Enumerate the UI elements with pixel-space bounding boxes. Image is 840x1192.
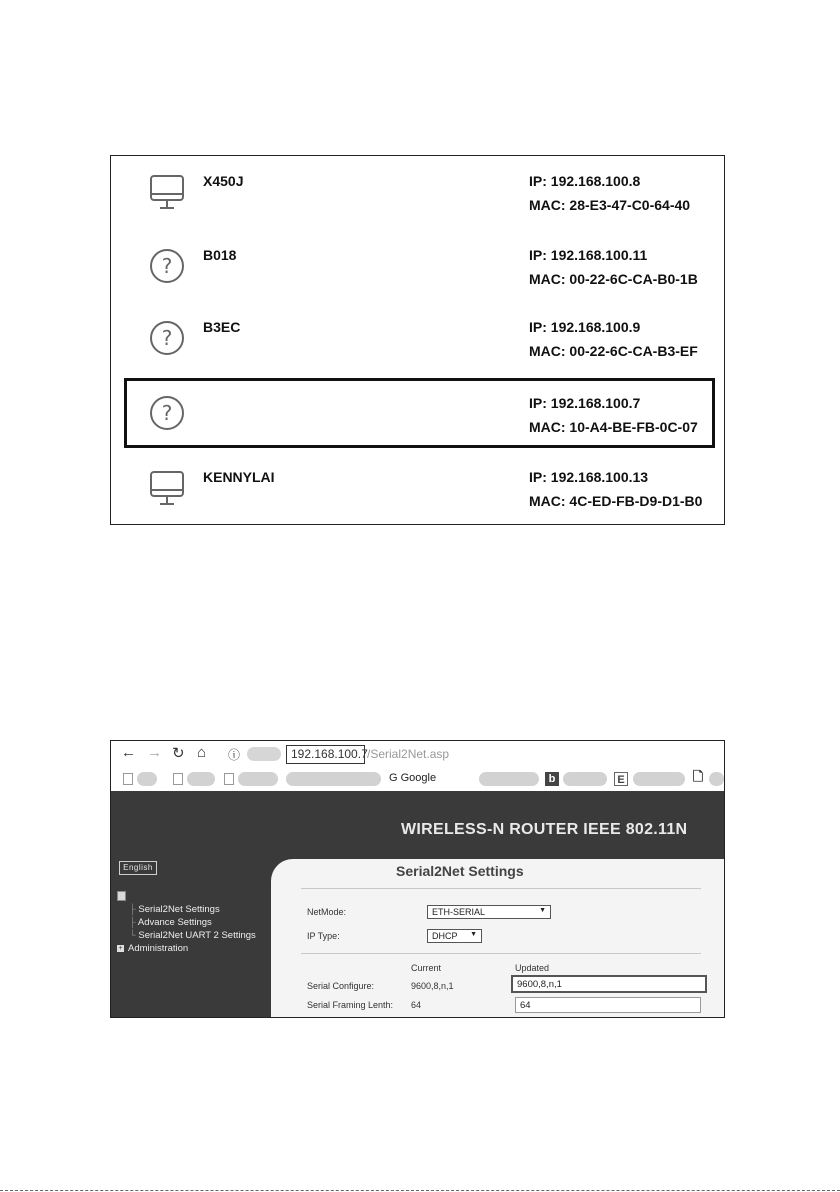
device-mac: MAC: 4C-ED-FB-D9-D1-B0 (529, 493, 703, 509)
device-name: B3EC (203, 319, 241, 335)
selection-highlight-frame (124, 378, 715, 448)
device-ip: IP: 192.168.100.13 (529, 469, 649, 485)
expand-plus-icon[interactable]: + (118, 944, 123, 952)
bookmark-page-icon[interactable] (123, 773, 133, 785)
serial-framing-length-input[interactable]: 64 (515, 997, 701, 1013)
iptype-label: IP Type: (307, 931, 340, 941)
device-row-kennylai[interactable] (111, 452, 724, 524)
serial-configure-label: Serial Configure: (307, 981, 375, 991)
divider (301, 953, 701, 954)
unknown-device-icon (149, 318, 185, 358)
serial-framing-length-current: 64 (411, 1000, 422, 1010)
column-header-updated: Updated (515, 963, 550, 973)
monitor-icon (149, 172, 185, 212)
router-header-title: WIRELESS-N ROUTER IEEE 802.11N (401, 821, 688, 838)
monitor-icon (149, 468, 185, 508)
device-ip: IP: 192.168.100.7 (529, 395, 641, 411)
dropdown-arrow-icon: ▼ (539, 907, 546, 914)
netmode-value: ETH-SERIAL (432, 907, 486, 917)
device-row-selected[interactable] (111, 374, 724, 446)
tree-branch-icon: └ (129, 930, 136, 941)
menu-item-serial2net-settings[interactable] (117, 903, 256, 916)
tree-branch-icon: ├ (129, 917, 136, 928)
bing-icon[interactable]: b (545, 772, 559, 786)
browser-window (110, 740, 725, 1018)
unknown-device-icon (149, 393, 185, 433)
folder-icon (117, 891, 126, 901)
device-mac: MAC: 00-22-6C-CA-B0-1B (529, 271, 698, 287)
blurred-url-segment (247, 747, 281, 761)
bookmark-blurred[interactable] (238, 772, 278, 786)
divider (301, 888, 701, 889)
device-list-panel (110, 155, 725, 525)
bookmark-google[interactable] (389, 772, 436, 784)
menu-item-advance-settings[interactable] (117, 916, 256, 929)
forward-arrow-icon[interactable]: → (147, 744, 162, 761)
iptype-value: DHCP (432, 931, 458, 941)
menu-item-label: Serial2Net Settings (138, 904, 220, 915)
device-row-b018[interactable] (111, 230, 724, 302)
bookmark-blurred[interactable] (137, 772, 157, 786)
svg-text:?: ? (161, 326, 173, 350)
device-ip: IP: 192.168.100.8 (529, 173, 641, 189)
document-icon[interactable]: 🗋 (692, 769, 704, 784)
device-mac: MAC: 10-A4-BE-FB-0C-07 (529, 419, 698, 435)
bookmark-google-label: Google (400, 772, 437, 784)
bookmark-blurred[interactable] (479, 772, 539, 786)
device-ip: IP: 192.168.100.9 (529, 319, 641, 335)
device-name: B018 (203, 247, 237, 263)
bookmark-blurred[interactable] (633, 772, 685, 786)
reload-icon[interactable]: ↻ (172, 745, 185, 762)
menu-item-label: Administration (128, 943, 189, 954)
svg-text:?: ? (161, 401, 173, 425)
iptype-select[interactable] (427, 929, 482, 943)
info-icon[interactable]: ⓘ (228, 748, 241, 762)
device-mac: MAC: 28-E3-47-C0-64-40 (529, 197, 691, 213)
device-ip: IP: 192.168.100.11 (529, 247, 648, 263)
bookmark-blurred[interactable] (709, 772, 724, 786)
url-path[interactable]: /Serial2Net.asp (367, 747, 450, 761)
bookmarks-bar (111, 768, 724, 790)
svg-text:?: ? (161, 254, 173, 278)
settings-content-panel (271, 859, 725, 1018)
bookmark-blurred[interactable] (286, 772, 381, 786)
unknown-device-icon (149, 246, 185, 286)
back-arrow-icon[interactable]: ← (121, 744, 136, 761)
menu-item-uart2-settings[interactable] (117, 929, 256, 942)
page-title: Serial2Net Settings (396, 863, 524, 879)
device-mac: MAC: 00-22-6C-CA-B3-EF (529, 343, 698, 359)
bookmark-blurred[interactable] (187, 772, 215, 786)
bookmark-e-icon[interactable]: E (614, 772, 628, 786)
bookmark-page-icon[interactable] (224, 773, 234, 785)
google-g-icon: G (389, 772, 398, 784)
serial-configure-current: 9600,8,n,1 (411, 981, 454, 991)
menu-item-label: Serial2Net UART 2 Settings (138, 930, 256, 941)
serial-framing-length-label: Serial Framing Lenth: (307, 1000, 394, 1010)
serial-configure-input[interactable]: 9600,8,n,1 (511, 975, 707, 993)
browser-toolbar (111, 741, 724, 767)
bookmark-page-icon[interactable] (173, 773, 183, 785)
menu-item-label: Advance Settings (137, 917, 212, 928)
menu-item-administration[interactable] (117, 942, 256, 955)
url-host-highlight[interactable]: 192.168.100.7 (286, 745, 365, 764)
netmode-label: NetMode: (307, 907, 347, 917)
language-button[interactable]: English (119, 861, 157, 875)
settings-menu-tree (117, 891, 256, 955)
device-name: X450J (203, 173, 244, 189)
page-bottom-rule (0, 1190, 840, 1191)
router-admin-page (111, 791, 724, 1018)
device-name: KENNYLAI (203, 469, 275, 485)
tree-branch-icon: ├ (129, 904, 136, 915)
device-row-x450j[interactable] (111, 156, 724, 228)
home-icon[interactable]: ⌂ (197, 744, 207, 761)
device-row-b3ec[interactable] (111, 302, 724, 374)
netmode-select[interactable] (427, 905, 551, 919)
column-header-current: Current (411, 963, 442, 973)
dropdown-arrow-icon: ▼ (470, 931, 477, 938)
bookmark-blurred[interactable] (563, 772, 607, 786)
